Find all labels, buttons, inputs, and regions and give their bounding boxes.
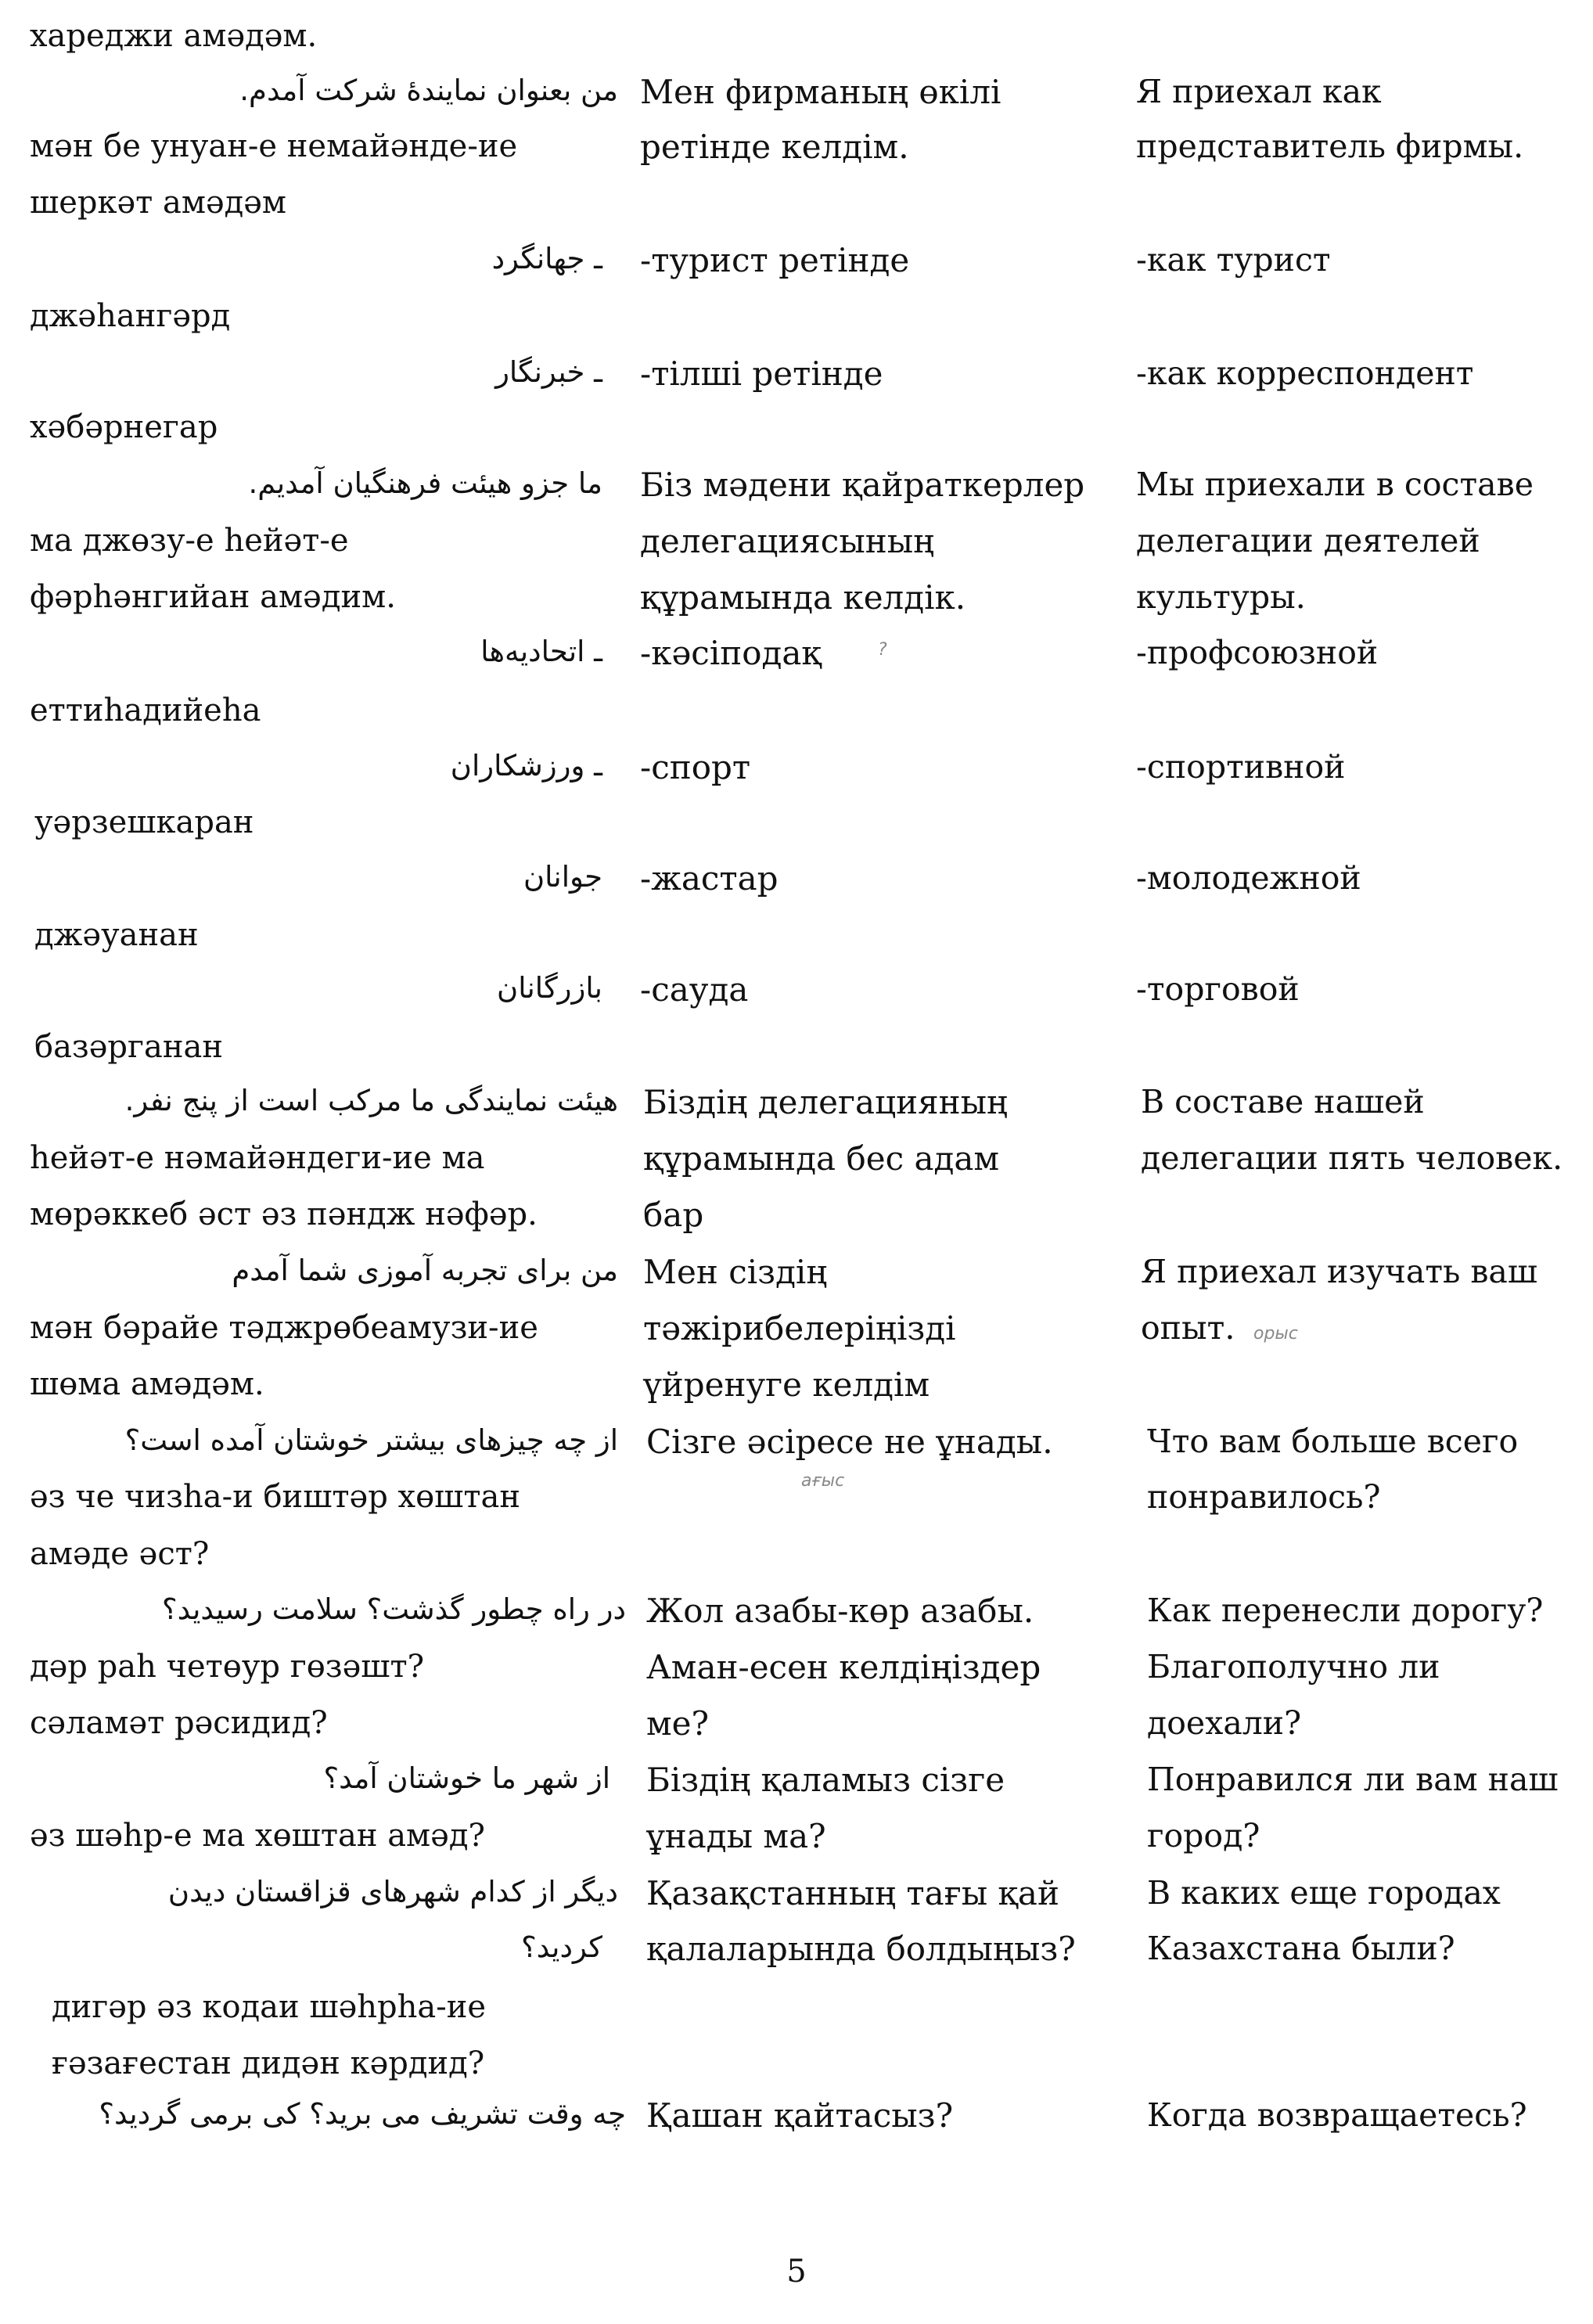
russian-line: Понравился ли вам наш (1147, 1761, 1559, 1798)
russian-line: Я приехал как (1136, 73, 1382, 110)
translit-line: ғәзағестан дидән кәрдид? (52, 2045, 485, 2081)
page-number: 5 (786, 2254, 807, 2290)
kazakh-line: -кәсіподақ (640, 634, 822, 672)
kazakh-line: тәжірибелеріңізді (643, 1309, 956, 1347)
kazakh-line: -тілші ретінде (640, 354, 883, 393)
kazakh-line: Мен сіздің (643, 1253, 828, 1291)
russian-line: -торговой (1136, 970, 1300, 1008)
russian-line: Благополучно ли (1147, 1648, 1440, 1685)
translit-line: дәр раһ четөур гөзәшт? (30, 1649, 425, 1685)
persian-line: جوانان (523, 860, 602, 894)
russian-line: представитель фирмы. (1136, 128, 1524, 165)
translit-line: амәде әст? (30, 1536, 210, 1572)
persian-line: من بعنوان نمایندهٔ شرکت آمدم. (239, 74, 618, 107)
persian-line: در راه چطور گذشت؟ سلامت رسیدید؟ (162, 1592, 626, 1626)
translit-line: һейәт-е нәмайәндеги-ие ма (30, 1140, 485, 1176)
translit-line: хареджи амәдәм. (30, 18, 318, 54)
kazakh-line: делегациясының (640, 522, 935, 560)
russian-line: опыт. (1141, 1309, 1235, 1347)
translit-line: еттиһадийеһа (30, 693, 261, 728)
russian-line: Казахстана были? (1147, 1930, 1455, 1967)
kazakh-line: құрамында бес адам (643, 1139, 1000, 1178)
russian-line: -как турист (1136, 241, 1331, 279)
persian-line: کردید؟ (521, 1930, 602, 1964)
kazakh-line: құрамында келдік. (640, 578, 966, 617)
kazakh-line: үйренуге келдім (643, 1365, 930, 1404)
translit-line: мән бе унуан-е немайәнде-ие (30, 128, 518, 164)
russian-line: -профсоюзной (1136, 634, 1379, 671)
persian-line: ـ جهانگرد (491, 242, 602, 275)
translit-line: әз че чизһа-и биштәр хөштан (30, 1479, 520, 1515)
kazakh-line: ретінде келдім. (640, 128, 909, 166)
kazakh-line: -сауда (640, 970, 749, 1009)
translit-line: мән бәрайе тәджрөбеамузи-ие (30, 1310, 538, 1346)
russian-line: делегации пять человек. (1141, 1139, 1563, 1177)
translit-line: мөрәккеб әст әз пәндж нәфәр. (30, 1196, 538, 1232)
russian-line: Что вам больше всего (1147, 1423, 1519, 1460)
russian-line: культуры. (1136, 578, 1306, 616)
kazakh-line: -спорт (640, 748, 751, 786)
kazakh-line: Сізге әсіресе не ұнады. (646, 1423, 1053, 1461)
translit-line: әз шәһр-е ма хөштан амәд? (30, 1818, 485, 1854)
kazakh-line: Жол азабы-көр азабы. (646, 1592, 1034, 1630)
translit-line: джәуанан (34, 917, 199, 953)
kazakh-line: -жастар (640, 859, 779, 898)
translit-line: фәрһәнгийан амәдим. (30, 579, 396, 615)
translit-line: шөма амәдәм. (30, 1366, 264, 1402)
persian-line: ـ ورزشکاران (450, 749, 602, 782)
kazakh-line: Біздің қаламыз сізге (646, 1761, 1005, 1799)
russian-line: В составе нашей (1141, 1083, 1425, 1121)
kazakh-line: Мен фирманың өкілі (640, 73, 1001, 111)
russian-line: делегации деятелей (1136, 522, 1480, 559)
persian-line: چه وقت تشریف می برید؟ کی برمی گردید؟ (99, 2097, 626, 2131)
handwritten-note: ағыс (801, 1471, 845, 1491)
kazakh-line: Аман-есен келдіңіздер (646, 1648, 1041, 1686)
russian-line: доехали? (1147, 1704, 1302, 1742)
kazakh-line: бар (643, 1196, 704, 1234)
russian-line: город? (1147, 1817, 1260, 1855)
kazakh-line: Біздің делегацияның (643, 1083, 1008, 1121)
translit-line: джәһангәрд (30, 298, 231, 334)
persian-line: ـ خبرنگار (495, 355, 602, 389)
russian-line: -как корреспондент (1136, 354, 1474, 392)
persian-line: ـ اتحادیه‌ها (480, 635, 602, 668)
handwritten-note: орыс (1253, 1324, 1298, 1344)
persian-line: از چه چیزهای بیشتر خوشتان آمده است؟ (124, 1423, 618, 1457)
russian-line: В каких еще городах (1147, 1874, 1501, 1912)
russian-line: Мы приехали в составе (1136, 466, 1534, 503)
russian-line: -молодежной (1136, 859, 1361, 897)
translit-line: уәрзешкаран (34, 804, 254, 840)
kazakh-line: -турист ретінде (640, 241, 910, 279)
persian-line: از شهر ما خوشتان آمد؟ (323, 1761, 610, 1795)
kazakh-line: ме? (646, 1704, 710, 1743)
persian-line: من برای تجربه آموزی شما آمدم (232, 1254, 618, 1287)
russian-line: -спортивной (1136, 748, 1346, 786)
persian-line: دیگر از کدام شهرهای قزاقستان دیدن (167, 1875, 618, 1908)
persian-line: ما جزو هیئت فرهنگیان آمدیم. (248, 466, 602, 500)
translit-line: сәламәт рәсидид? (30, 1705, 328, 1741)
translit-line: базәрганан (34, 1029, 223, 1065)
russian-line: Как перенесли дорогу? (1147, 1592, 1544, 1629)
russian-line: Когда возвращаетесь? (1147, 2096, 1527, 2134)
russian-line: Я приехал изучать ваш (1141, 1253, 1537, 1290)
kazakh-line: Біз мәдени қайраткерлер (640, 466, 1085, 504)
persian-line: بازرگانان (497, 971, 602, 1005)
kazakh-line: қалаларында болдыңыз? (646, 1930, 1076, 1968)
kazakh-line: Қазақстанның тағы қай (646, 1874, 1059, 1912)
kazakh-line: ұнады ма? (646, 1817, 826, 1855)
translit-line: хәбәрнегар (30, 409, 218, 445)
kazakh-line: Қашан қайтасыз? (646, 2096, 954, 2135)
translit-line: шеркәт амәдәм (30, 185, 287, 221)
persian-line: هیئت نمایندگی ما مرکب است از پنج نفر. (124, 1084, 618, 1117)
russian-line: понравилось? (1147, 1478, 1381, 1516)
handwritten-note: ? (878, 640, 887, 660)
translit-line: дигәр әз кодаи шәһрһа-ие (52, 1989, 487, 2025)
translit-line: ма джөзу-е һейәт-е (30, 523, 349, 559)
